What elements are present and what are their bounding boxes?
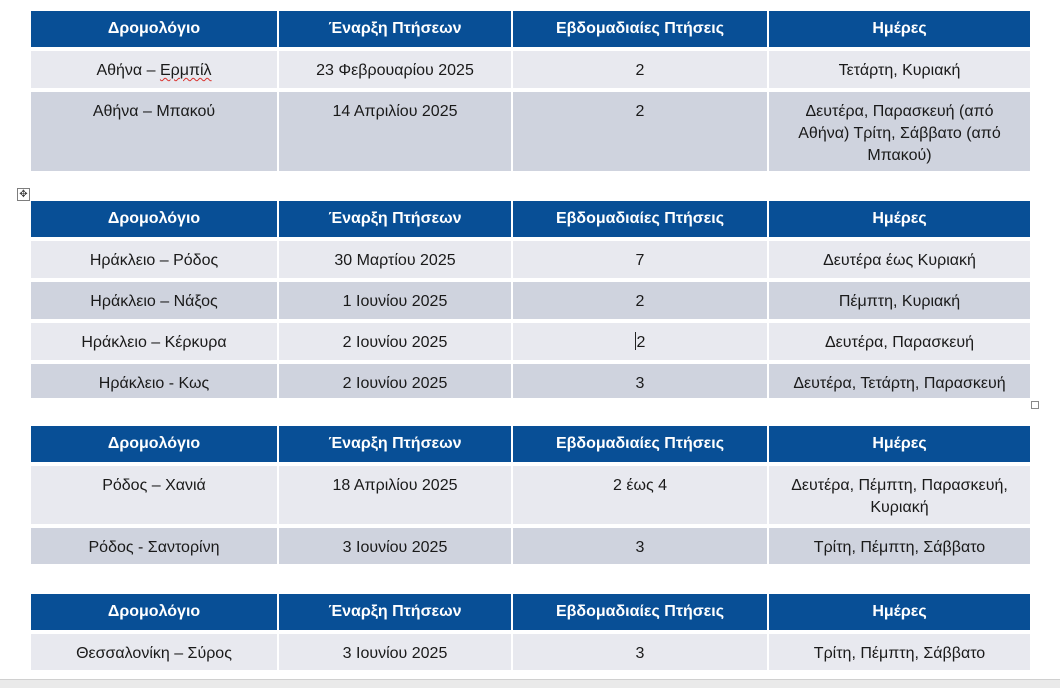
- table-row: [31, 282, 1030, 323]
- header-start[interactable]: Έναρξη Πτήσεων: [279, 426, 513, 466]
- days-cell[interactable]: Δευτέρα έως Κυριακή: [769, 241, 1030, 282]
- days-cell[interactable]: Δευτέρα, Παρασκευή: [769, 323, 1030, 364]
- route-cell[interactable]: Ηράκλειο – Νάξος: [31, 282, 279, 323]
- start-cell[interactable]: 18 Απριλίου 2025: [279, 466, 513, 528]
- table-row: [31, 51, 1030, 92]
- start-cell[interactable]: 14 Απριλίου 2025: [279, 92, 513, 175]
- table-header-row: [31, 11, 1030, 51]
- header-weekly[interactable]: Εβδομαδιαίες Πτήσεις: [513, 594, 769, 634]
- header-days[interactable]: Ημέρες: [769, 11, 1030, 51]
- start-cell[interactable]: 30 Μαρτίου 2025: [279, 241, 513, 282]
- flights-table-rhodes[interactable]: [31, 426, 1030, 568]
- header-days[interactable]: Ημέρες: [769, 426, 1030, 466]
- route-cell[interactable]: Ρόδος - Σαντορίνη: [31, 528, 279, 568]
- table-header-row: [31, 426, 1030, 466]
- start-cell[interactable]: 3 Ιουνίου 2025: [279, 634, 513, 674]
- header-days[interactable]: Ημέρες: [769, 201, 1030, 241]
- route-cell[interactable]: Ηράκλειο - Κως: [31, 364, 279, 402]
- days-cell[interactable]: Τρίτη, Πέμπτη, Σάββατο: [769, 634, 1030, 674]
- resize-square-icon[interactable]: [1031, 401, 1039, 409]
- move-arrows-icon[interactable]: ✥: [17, 188, 30, 201]
- spelling-flagged-word[interactable]: Ερμπίλ: [159, 62, 212, 79]
- header-start[interactable]: Έναρξη Πτήσεων: [279, 594, 513, 634]
- weekly-cell[interactable]: 2: [513, 282, 769, 323]
- header-route[interactable]: Δρομολόγιο: [31, 426, 279, 466]
- days-cell[interactable]: Δευτέρα, Πέμπτη, Παρασκευή, Κυριακή: [769, 466, 1030, 528]
- flights-table-athens[interactable]: [31, 11, 1030, 175]
- weekly-cell[interactable]: 2: [513, 92, 769, 175]
- header-weekly[interactable]: Εβδομαδιαίες Πτήσεις: [513, 201, 769, 241]
- table-row: [31, 634, 1030, 674]
- weekly-cell[interactable]: 7: [513, 241, 769, 282]
- table-row: [31, 466, 1030, 528]
- route-cell[interactable]: Αθήνα – Μπακού: [31, 92, 279, 175]
- table-header-row: [31, 594, 1030, 634]
- days-cell[interactable]: Δευτέρα, Τετάρτη, Παρασκευή: [769, 364, 1030, 402]
- weekly-text: 2: [636, 334, 646, 351]
- route-cell[interactable]: Ρόδος – Χανιά: [31, 466, 279, 528]
- table-header-row: [31, 201, 1030, 241]
- days-cell[interactable]: Πέμπτη, Κυριακή: [769, 282, 1030, 323]
- weekly-cell[interactable]: 3: [513, 528, 769, 568]
- start-cell[interactable]: 23 Φεβρουαρίου 2025: [279, 51, 513, 92]
- start-cell[interactable]: 2 Ιουνίου 2025: [279, 364, 513, 402]
- header-route[interactable]: Δρομολόγιο: [31, 594, 279, 634]
- horizontal-scrollbar[interactable]: [0, 679, 1060, 688]
- header-weekly[interactable]: Εβδομαδιαίες Πτήσεις: [513, 11, 769, 51]
- route-text: Αθήνα –: [96, 62, 160, 79]
- header-weekly[interactable]: Εβδομαδιαίες Πτήσεις: [513, 426, 769, 466]
- days-cell[interactable]: Δευτέρα, Παρασκευή (από Αθήνα) Τρίτη, Σάββατο (από Μπακού): [769, 92, 1030, 175]
- header-route[interactable]: Δρομολόγιο: [31, 201, 279, 241]
- header-route[interactable]: Δρομολόγιο: [31, 11, 279, 51]
- header-start[interactable]: Έναρξη Πτήσεων: [279, 11, 513, 51]
- flights-table-heraklion[interactable]: [31, 201, 1030, 402]
- weekly-cell[interactable]: 2 έως 4: [513, 466, 769, 528]
- flights-table-thessaloniki[interactable]: [31, 594, 1030, 674]
- weekly-cell[interactable]: 3: [513, 634, 769, 674]
- days-cell[interactable]: Τρίτη, Πέμπτη, Σάββατο: [769, 528, 1030, 568]
- weekly-cell[interactable]: 2: [513, 51, 769, 92]
- table-row: [31, 92, 1030, 175]
- route-cell[interactable]: Θεσσαλονίκη – Σύρος: [31, 634, 279, 674]
- table-row: [31, 241, 1030, 282]
- route-cell[interactable]: [31, 51, 279, 92]
- header-days[interactable]: Ημέρες: [769, 594, 1030, 634]
- start-cell[interactable]: 2 Ιουνίου 2025: [279, 323, 513, 364]
- text-cursor: [635, 332, 636, 350]
- table-row: [31, 528, 1030, 568]
- weekly-cell[interactable]: [513, 323, 769, 364]
- start-cell[interactable]: 1 Ιουνίου 2025: [279, 282, 513, 323]
- route-cell[interactable]: Ηράκλειο – Ρόδος: [31, 241, 279, 282]
- weekly-cell[interactable]: 3: [513, 364, 769, 402]
- start-cell[interactable]: 3 Ιουνίου 2025: [279, 528, 513, 568]
- table-row: [31, 364, 1030, 402]
- header-start[interactable]: Έναρξη Πτήσεων: [279, 201, 513, 241]
- days-cell[interactable]: Τετάρτη, Κυριακή: [769, 51, 1030, 92]
- route-cell[interactable]: Ηράκλειο – Κέρκυρα: [31, 323, 279, 364]
- table-row: [31, 323, 1030, 364]
